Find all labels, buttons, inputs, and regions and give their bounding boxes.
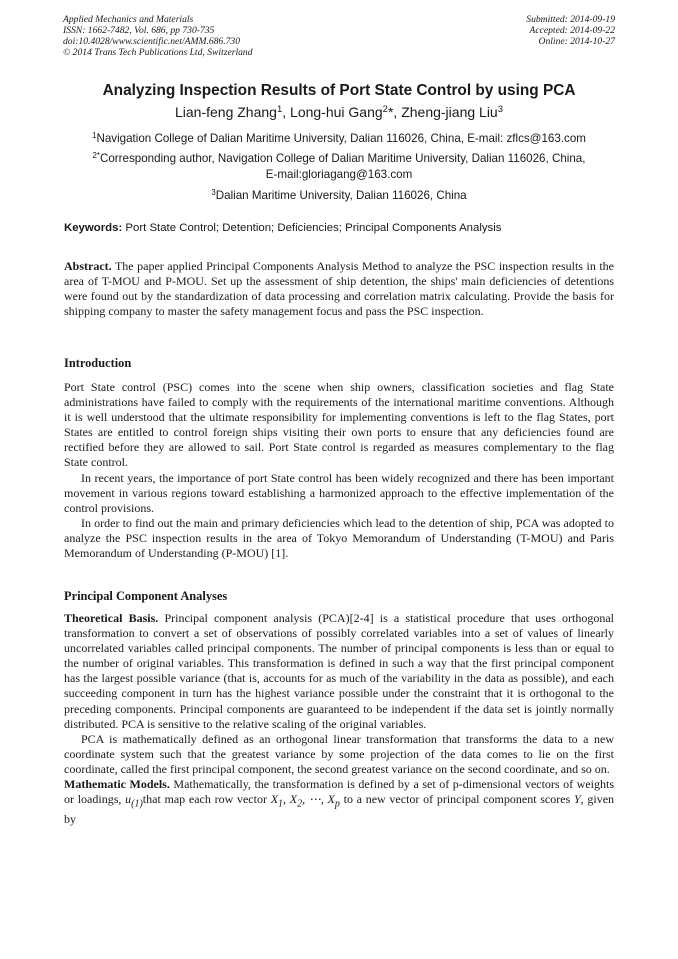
author-name: Long-hui Gang: [290, 104, 383, 120]
accepted-date: Accepted: 2014-09-22: [529, 25, 615, 37]
affiliation-1: $^1$Navigation College of Dalian Maritime University, Dalian 116026, China, E-mail: zflcs@163.com: [92, 131, 586, 145]
copyright-line: © 2014 Trans Tech Publications Ltd, Switzerland: [63, 47, 253, 59]
affiliation-2-email: E-mail:gloriagang@163.com: [265, 168, 413, 181]
abstract: [64, 259, 614, 319]
affiliation-3: $^3$Dalian Maritime University, Dalian 116026, China: [211, 188, 467, 202]
paragraph: In recent years, the importance of port State control has been widely recognized and there has been important movement in various regions toward establishing a harmonized approach to the effective implementation of the control provisions.: [64, 470, 614, 515]
author-sup: 2: [382, 104, 388, 116]
keywords: [64, 222, 501, 234]
journal-name: Applied Mechanics and Materials: [63, 14, 194, 25]
paper-title: Analyzing Inspection Results of Port State Control by using PCA: [102, 82, 576, 99]
math-symbol: Y: [573, 792, 581, 807]
journal-header: [63, 14, 253, 58]
subsection-label: Theoretical Basis.: [64, 611, 159, 625]
pca-body: Theoretical Basis. Principal component analysis (PCA)[2-4] is a statistical procedure that uses orthogonal transformation to convert a set of observations of possibly correlated variables into a set of values of linearly uncorrelated variables called principal components. The number of principal components is less than or equal to the number of original variables. This transformation is defined in such a way that the first principal component has the largest possible variance (that is, accounts for as much of the variability in the data as possible), and each succeeding component in turn has the highest variance possible under the constraint that it is orthogonal to the preceding components. Principal components are guaranteed to be independent if the data set is jointly normally distributed. PCA is sensitive to the relative scaling of the original variables. PCA is mathematically defined as an orthogonal linear transformation that transforms the data to a new coordinate system such that the greatest variance by some projection of the data comes to lie on the first coordinate, called the first principal component, the second greatest variance on the second coordinate, and so on. Mathematic Models. Mathematically, the transformation is defined by a set of p-dimensional vectors of weights or loadings, $u_{(1)}that$ map each row vector $X_1$, $X_2$, ⋯, $X_p$ to a new vector of principal component scores Y, given by: [64, 611, 615, 826]
doi-line: doi:10.4028/www.scientific.net/AMM.686.730: [63, 36, 241, 48]
affiliation-2: $^{2*}$Corresponding author, Navigation College of Dalian Maritime University, Dalian 116026, China,: [92, 151, 586, 165]
keywords-label: Keywords:: [64, 222, 123, 234]
introduction-body: [64, 380, 614, 561]
abstract-label: Abstract.: [64, 259, 112, 273]
author-list: Lian-feng Zhang$^1$, Long-hui Gang$^2$*, Zheng-jiang Liu$^3$: [174, 104, 504, 120]
author-name: Zheng-jiang Liu: [401, 104, 498, 120]
subsection-label: Mathematic Models.: [64, 777, 170, 792]
pca-heading: Principal Component Analyses: [64, 589, 228, 603]
math-symbol: $u_{(1)}$: [125, 792, 143, 810]
submitted-date: Submitted: 2014-09-19: [526, 14, 615, 25]
dates-header: [526, 14, 615, 47]
paragraph: PCA is mathematically defined as an orthogonal linear transformation that transforms the data to a new coordinate system such that the greatest variance by some projection of the data comes to lie on the first coordinate, called the first principal component, the second greatest variance on the second coordinate, and so on.: [64, 731, 614, 776]
online-date: Online: 2014-10-27: [538, 36, 615, 48]
abstract-text: The paper applied Principal Components Analysis Method to analyze the PSC inspection results in the area of T-MOU and P-MOU. Set up the assessment of ship detention, the ships' main deficiencies of detentions were found out by the standardization of data processing and correlation matrix calculating. Provide the basis for shipping company to master the safety management focus and pass the PSC inspection.: [64, 259, 614, 319]
math-expression: $X_1$, $X_2$, ⋯, $X_p$: [270, 792, 340, 810]
issn-line: ISSN: 1662-7482, Vol. 686, pp 730-735: [63, 25, 215, 37]
author-sup: 1: [276, 104, 283, 116]
paragraph: Principal component analysis (PCA)[2-4] is a statistical procedure that uses orthogonal transformation to convert a set of observations of possibly correlated variables into a set of values of linearly uncorrelated variables called principal components. The number of principal components is less than or equal to the number of original variables. This transformation is defined in such a way that the first principal component has the largest possible variance (that is, accounts for as much of the variability in the data as possible), and each succeeding component in turn has the highest variance possible under the constraint that it is orthogonal to the preceding components. Principal components are guaranteed to be independent if the data set is jointly normally distributed. PCA is sensitive to the relative scaling of the original variables.: [64, 611, 615, 731]
corresponding-mark: *: [387, 104, 394, 120]
paragraph: In order to find out the main and primary deficiencies which lead to the detention of ship, PCA was adopted to analyze the PSC inspection results in the area of Tokyo Memorandum of Understanding (T-MOU) and Paris Memorandum of Understanding (P-MOU) [1].: [64, 515, 614, 561]
paragraph: Port State control (PSC) comes into the scene when ship owners, classification societies and flag State administrations have failed to comply with the requirements of the international maritime conventions. Although it is well understood that the ultimate responsibility for implementing conventions is left to the flag States, port States are entitled to control foreign ships visiting their own ports to ensure that any deficiencies found are rectified before they are allowed to sail. Port State control is regarded as measures complementary to the flag State control.: [64, 380, 614, 470]
keywords-text: Port State Control; Detention; Deficiencies; Principal Components Analysis: [125, 222, 502, 234]
author-sup: 3: [497, 104, 504, 116]
author-name: Lian-feng Zhang: [174, 104, 277, 120]
introduction-heading: Introduction: [64, 356, 132, 370]
